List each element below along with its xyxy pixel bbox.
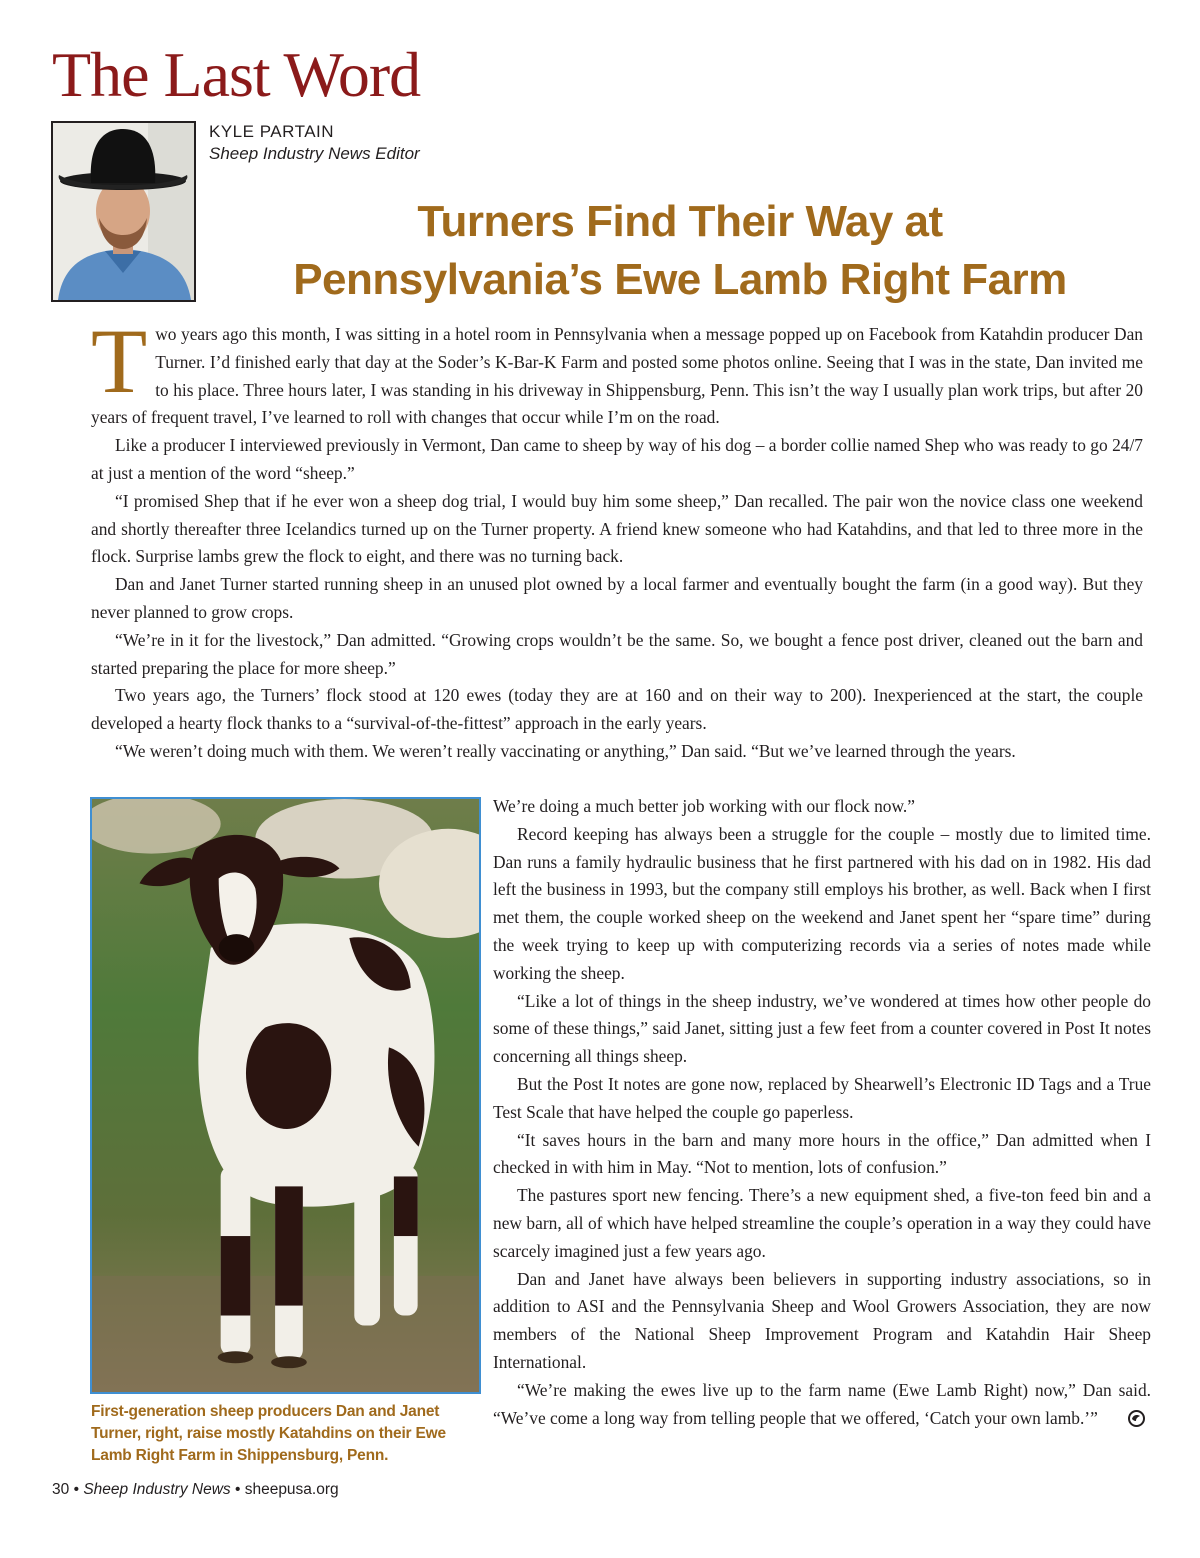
paragraph-4: Dan and Janet Turner started running sheep in an unused plot owned by a local farmer and eventually bought the farm (in a good way). But they never planned to grow crops. — [91, 574, 1143, 622]
portrait-photo — [53, 123, 194, 300]
headline-line-2: Pennsylvania’s Ewe Lamb Right Farm — [293, 255, 1067, 304]
paragraph-3: “I promised Shep that if he ever won a sheep dog trial, I would buy him some sheep,” Dan recalled. The pair won the novice class one weekend and shortly thereafter three Icelandics turned up on the Turner property. A friend knew someone who had Katahdins, and that led to three more in the flock. Surprise lambs grew the flock to eight, and there was no turning back. — [91, 490, 1143, 567]
paragraph-7a: “We weren’t doing much with them. We weren’t really vaccinating or anything,” Dan said. “But we’ve learned through the years. — [115, 740, 1016, 761]
paragraph-2: Like a producer I interviewed previously in Vermont, Dan came to sheep by way of his dog – a border collie named Shep who was ready to go 24/7 at just a mention of the word “sheep.” — [91, 435, 1143, 483]
photo-caption: First-generation sheep producers Dan and Janet Turner, right, raise mostly Katahdins on their Ewe Lamb Right Farm in Shippensburg, Penn. — [91, 1403, 446, 1464]
article-body-right — [493, 793, 1151, 1432]
paragraph-6: Two years ago, the Turners’ flock stood at 120 ewes (today they are at 160 and on their way to 200). Inexperienced at the start, the couple developed a hearty flock thanks to a “survival-of-the-fittest” approach in the early years. — [91, 685, 1143, 734]
drop-cap: T — [91, 310, 148, 412]
paragraph-11: “It saves hours in the barn and many more hours in the office,” Dan admitted when I checked in with him in May. “Not to mention, lots of confusion.” — [493, 1129, 1151, 1178]
footer-bullet: • — [234, 1481, 241, 1498]
paragraph-5: “We’re in it for the livestock,” Dan admitted. “Growing crops wouldn’t be the same. So, we bought a fence post driver, cleaned out the barn and started preparing the place for more sheep.” — [91, 629, 1143, 678]
paragraph-12: The pastures sport new fencing. There’s a new equipment shed, a five-ton feed bin and a new barn, all of which have helped streamline the couple’s operation in a way they could have scarcely imagined just a few years ago. — [493, 1185, 1151, 1261]
paragraph-7b: We’re doing a much better job working with our flock now.” — [493, 796, 915, 816]
lamb-photo — [92, 799, 479, 1392]
section-title: The Last Word — [52, 39, 421, 110]
paragraph-10: But the Post It notes are gone now, replaced by Shearwell’s Electronic ID Tags and a True Test Scale that have helped the couple go paperless. — [493, 1073, 1151, 1122]
paragraph-1 — [91, 310, 1143, 432]
end-mark-icon — [1104, 1408, 1121, 1425]
page-number: 30 — [52, 1481, 70, 1498]
author-portrait — [51, 121, 196, 302]
page-footer — [52, 1479, 339, 1501]
paragraph-9: “Like a lot of things in the sheep industry, we’ve wondered at times how other people do some of these things,” said Janet, sitting just a few feet from a counter covered in Post It notes concerning all things sheep. — [493, 990, 1151, 1067]
footer-bullet: • — [73, 1481, 79, 1498]
paragraph-13: Dan and Janet have always been believers in supporting industry associations, so in addition to ASI and the Pennsylvania Sheep and Wool Growers Association, they are now members of the National Sheep Improvement Program and Katahdin Hair Sheep International. — [493, 1268, 1151, 1372]
article-body-top — [91, 310, 1143, 766]
headline-line-1: Turners Find Their Way at — [417, 197, 943, 246]
website-link[interactable]: sheepusa.org — [244, 1481, 339, 1498]
author-name: KYLE PARTAIN — [209, 122, 335, 141]
lamb-photo-frame — [90, 797, 481, 1394]
publication-name: Sheep Industry News — [83, 1481, 231, 1498]
article-headline — [200, 193, 1160, 309]
author-role: Sheep Industry News Editor — [209, 144, 420, 163]
paragraph-8: Record keeping has always been a struggle for the couple – mostly due to limited time. Dan runs a family hydraulic business that he first partnered with his dad on in 1982. His dad left the business in 1993, but the company still employs his brother, as well. Back when I first met them, the couple worked sheep on the weekend and Janet spent her “spare time” during the week trying to keep up with computerizing records via a series of notes made while working the sheep. — [493, 823, 1151, 983]
paragraph-14 — [493, 1377, 1151, 1433]
paragraph-14-text: “We’re making the ewes live up to the farm name (Ewe Lamb Right) now,” Dan said. “We’ve come a long way from telling people that we offered, ‘Catch your own lamb.’” — [493, 1379, 1151, 1428]
paragraph-1-text: wo years ago this month, I was sitting in a hotel room in Pennsylvania when a message popped up on Facebook from Katahdin producer Dan Turner. I’d finished early that day at the Soder’s K-Bar-K Farm and posted some photos online. Seeing that I was in the state, Dan invited me to his place. Three hours later, I was standing in his driveway in Shippensburg, Penn. This isn’t the way I usually plan work trips, but after 20 years of frequent travel, I’ve learned to roll with changes that occur while I’m on the road. — [91, 324, 1143, 428]
